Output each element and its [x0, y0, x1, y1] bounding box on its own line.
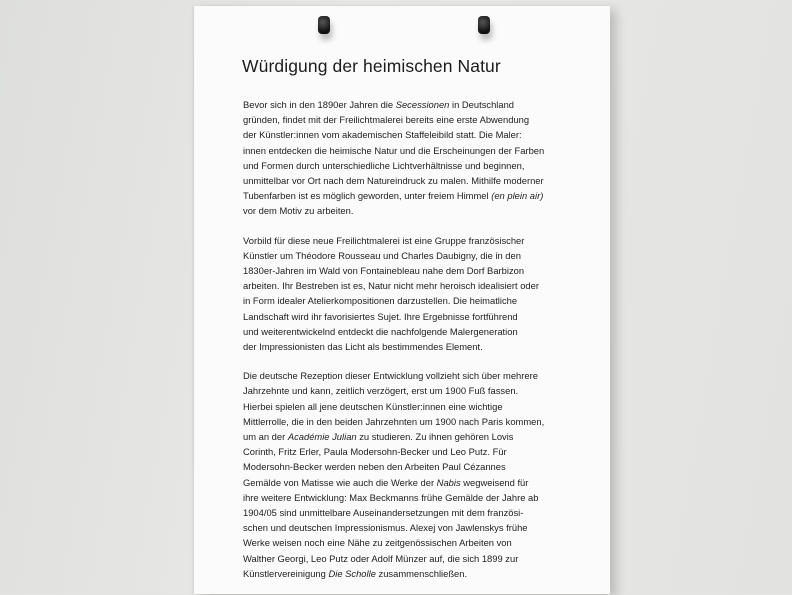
text-segment: Die deutsche Rezeption dieser Entwicklung vollzieht sich über mehrere	[243, 370, 538, 382]
italic-term: Die Scholle	[328, 567, 376, 579]
text-segment: Jahrzehnte und kann, zeitlich verzögert, erst um 1900 Fuß fassen.	[243, 385, 519, 397]
text-line	[243, 414, 579, 429]
text-segment: Werke weisen noch eine Nähe zu zeitgenössischen Arbeiten von	[243, 537, 512, 549]
wall-text-panel	[194, 6, 610, 594]
text-segment: Landschaft wird ihr favorisiertes Sujet. Ihre Ergebnisse fortführend	[243, 310, 518, 322]
text-line	[243, 188, 579, 203]
paragraph-2	[243, 233, 579, 355]
text-line	[243, 263, 579, 278]
text-line	[243, 520, 579, 535]
text-segment: ihre weitere Entwicklung: Max Beckmanns frühe Gemälde der Jahre ab	[243, 491, 539, 503]
text-line	[243, 399, 579, 414]
text-line	[243, 278, 579, 293]
text-line	[243, 127, 579, 142]
paragraph-3	[243, 368, 579, 581]
text-segment: der Künstler:innen vom akademischen Staffeleibild statt. Die Maler:	[243, 129, 522, 141]
text-line	[243, 490, 579, 505]
text-line	[243, 475, 579, 490]
paragraph-1	[243, 97, 579, 219]
text-segment: Mittlerrolle, die in den beiden Jahrzehnten um 1900 nach Paris kommen,	[243, 415, 545, 427]
text-segment: in Form idealer Atelierkompositionen darzustellen. Die heimatliche	[243, 295, 518, 307]
text-line	[243, 233, 579, 248]
text-segment: gründen, findet mit der Freilichtmalerei bereits eine erste Abwendung	[243, 114, 530, 126]
text-segment: schen und deutschen Impressionismus. Alexej von Jawlenskys frühe	[243, 522, 528, 534]
text-segment: 1830er-Jahren im Wald von Fontainebleau nahe dem Dorf Barbizon	[243, 265, 525, 277]
text-line	[243, 551, 579, 566]
text-line	[243, 309, 579, 324]
text-segment: unmittelbar vor Ort nach dem Natureindruck zu malen. Mithilfe moderner	[243, 175, 544, 187]
text-segment: der Impressionisten das Licht als bestimmendes Element.	[243, 341, 483, 353]
text-line	[243, 429, 579, 444]
pin-icon	[478, 16, 490, 34]
text-line	[243, 324, 579, 339]
text-line	[243, 368, 579, 383]
panel-title: Würdigung der heimischen Natur	[242, 56, 501, 76]
text-segment: Tubenfarben ist es möglich geworden, unter freiem Himmel	[243, 190, 492, 202]
text-line	[243, 158, 579, 173]
text-segment: Gemälde von Matisse wie auch die Werke der	[243, 476, 437, 488]
text-segment: zu studieren. Zu ihnen gehören Lovis	[356, 431, 514, 443]
text-segment: Künstler um Théodore Rousseau und Charles Daubigny, die in den	[243, 249, 521, 261]
text-line	[243, 505, 579, 520]
text-segment: Modersohn-Becker werden neben den Arbeiten Paul Cézannes	[243, 461, 506, 473]
text-segment: arbeiten. Ihr Bestreben ist es, Natur nicht mehr heroisch idealisiert oder	[243, 280, 539, 292]
text-segment: 1904/05 sind unmittelbare Auseinandersetzungen mit dem französi-	[243, 507, 524, 519]
text-segment: Bevor sich in den 1890er Jahren die	[243, 99, 396, 110]
text-line	[243, 203, 579, 218]
text-line	[243, 173, 579, 188]
text-segment: vor dem Motiv zu arbeiten.	[243, 205, 354, 217]
text-segment: in Deutschland	[449, 99, 515, 110]
panel-body	[243, 97, 579, 595]
text-segment: Vorbild für diese neue Freilichtmalerei ist eine Gruppe französischer	[243, 234, 525, 246]
italic-term: Académie Julian	[287, 431, 357, 443]
text-segment: und weiterentwickelnd entdeckt die nachfolgende Malergeneration	[243, 325, 518, 337]
italic-term: Nabis	[436, 476, 461, 488]
text-segment: wegweisend für	[460, 476, 529, 488]
italic-term: (en plein air)	[491, 190, 544, 202]
text-line	[243, 112, 579, 127]
text-line	[243, 566, 579, 581]
text-segment: Hierbei spielen all jene deutschen Künstler:innen eine wichtige	[243, 400, 503, 412]
text-line	[243, 444, 579, 459]
text-segment: Walther Georgi, Leo Putz oder Adolf Münzer auf, die sich 1899 zur	[243, 552, 519, 564]
text-line	[243, 339, 579, 354]
text-segment: zusammenschließen.	[375, 567, 468, 579]
text-segment: Corinth, Fritz Erler, Paula Modersohn-Becker und Leo Putz. Für	[243, 446, 507, 458]
text-segment: und Formen durch unterschiedliche Lichtverhältnisse und beginnen,	[243, 159, 525, 171]
text-line	[243, 459, 579, 474]
text-segment: innen entdecken die heimische Natur und die Erscheinungen der Farben	[243, 144, 545, 156]
text-line	[243, 143, 579, 158]
italic-term: Secessionen	[395, 99, 450, 110]
text-line	[243, 535, 579, 550]
text-segment: um an der	[243, 431, 288, 443]
text-line	[243, 383, 579, 398]
text-line	[243, 248, 579, 263]
text-segment: Künstlervereinigung	[243, 567, 329, 579]
text-line	[243, 97, 579, 112]
pin-icon	[318, 16, 330, 34]
text-line	[243, 293, 579, 308]
